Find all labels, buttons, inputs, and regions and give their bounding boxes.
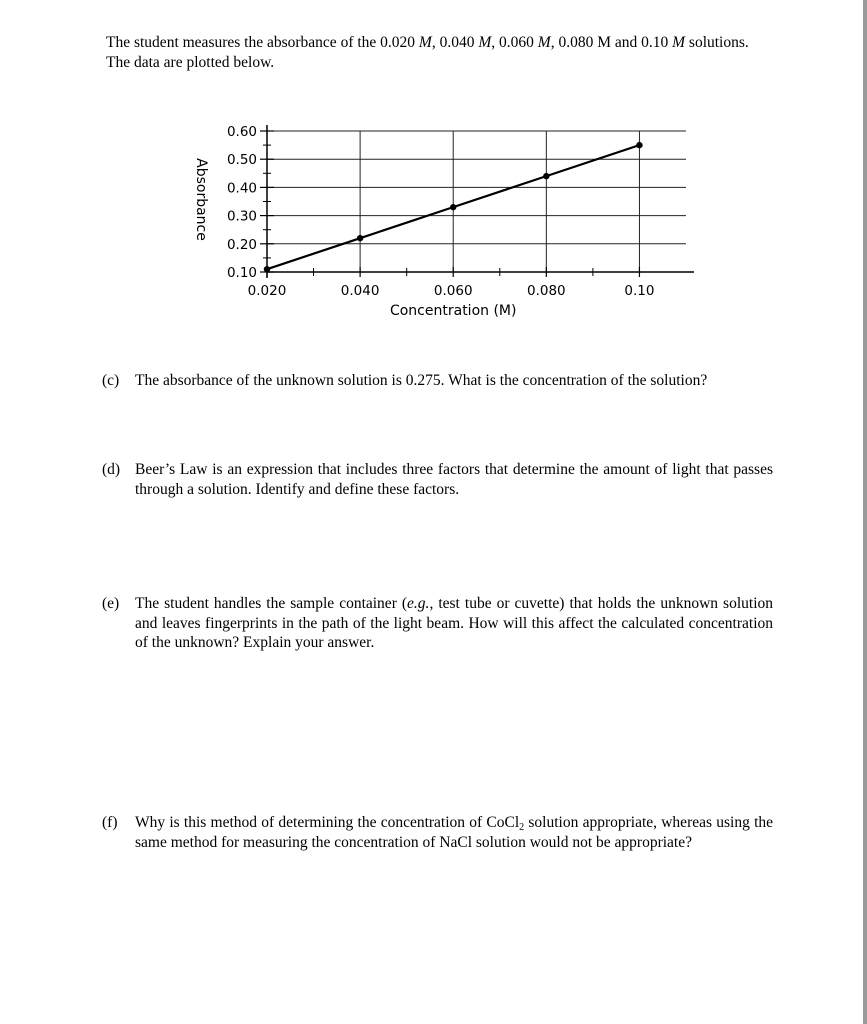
y-tick-label: 0.30 [226, 208, 257, 225]
question-text: Why is this method of determining the concentration of CoCl$_2$ solution appropriate, whereas using the same method for measuring the concentration of NaCl solution would not be appropriate? [135, 814, 774, 851]
x-axis-label: Concentration (M) [389, 303, 517, 319]
question-d [102, 460, 774, 502]
y-axis-label: Absorbance [193, 158, 209, 241]
question-text: The student handles the sample container (e.g., test tube or cuvette) that holds the unknown solution and leaves fingerprints in the path of the light beam. How will this affect the calculated concentration of the unknown? Explain your answer. [135, 595, 773, 651]
y-tick-label: 0.40 [226, 180, 257, 197]
question-text: The absorbance of the unknown solution is 0.275. What is the concentration of the solution? [135, 372, 708, 389]
question-label: (d) [102, 461, 121, 478]
question-c [102, 371, 774, 393]
intro-paragraph: The student measures the absorbance of the 0.020 M, 0.040 M, 0.060 M, 0.080 M and 0.10 M solutions. The data are plotted below. [106, 34, 749, 71]
data-point [636, 142, 642, 148]
question-text: Beer’s Law is an expression that includes three factors that determine the amount of light that passes through a solution. Identify and define these factors. [135, 461, 773, 498]
question-label: (c) [102, 372, 120, 389]
x-tick-label: 0.040 [340, 283, 380, 299]
question-f [102, 813, 774, 875]
data-point [450, 204, 456, 210]
question-e [102, 594, 774, 656]
y-tick-label: 0.20 [226, 236, 257, 253]
x-tick-label: 0.060 [433, 283, 473, 299]
data-point [543, 173, 549, 179]
x-tick-label: 0.10 [624, 283, 655, 299]
y-tick-label: 0.50 [226, 152, 257, 169]
absorbance-chart [0, 110, 867, 450]
x-tick-label: 0.020 [247, 283, 287, 299]
x-tick-label: 0.080 [527, 283, 566, 299]
question-label: (f) [102, 814, 118, 831]
chart-grid [267, 131, 686, 272]
data-point [357, 235, 363, 241]
y-tick-label: 0.10 [226, 265, 257, 281]
question-label: (e) [102, 595, 120, 612]
y-tick-label: 0.60 [226, 124, 257, 140]
data-point [264, 266, 270, 272]
